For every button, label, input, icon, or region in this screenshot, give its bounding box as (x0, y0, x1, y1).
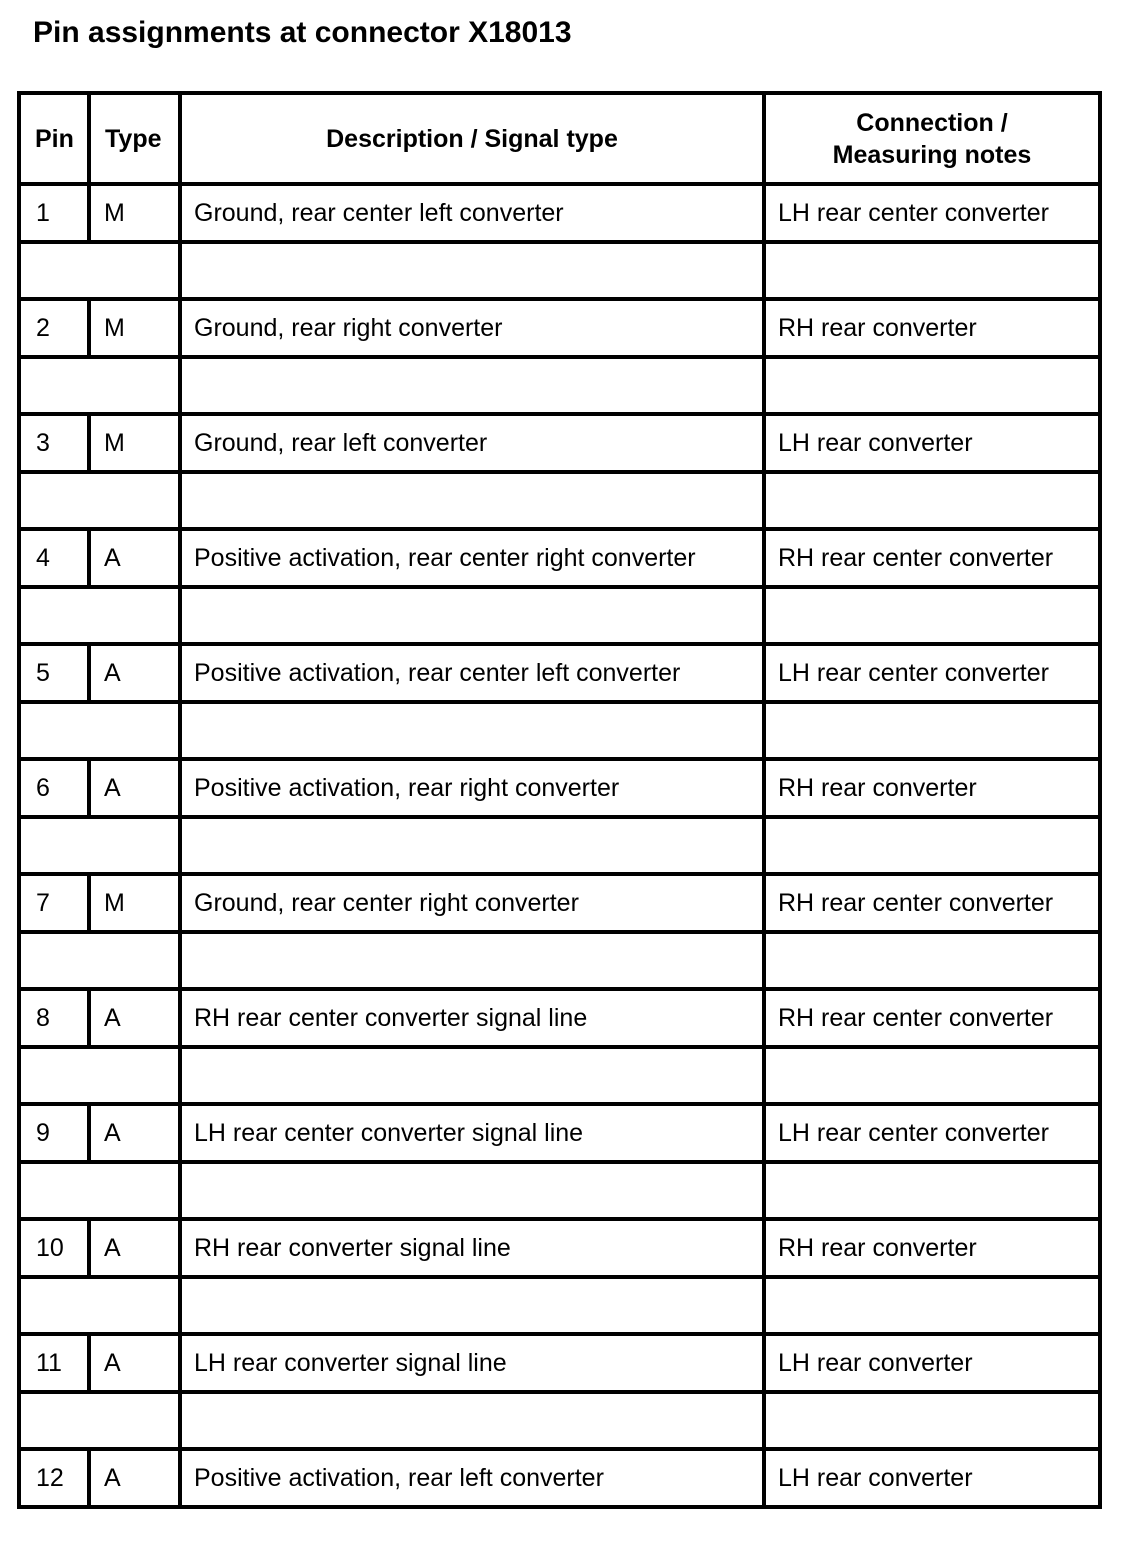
column-header-type: Type (89, 93, 180, 184)
spacer-cell (19, 1392, 180, 1449)
column-header-connection (764, 93, 1100, 184)
description-cell: RH rear converter signal line (180, 1219, 764, 1277)
description-cell: Positive activation, rear right converter (180, 759, 764, 817)
pin-cell: 5 (19, 644, 89, 702)
pin-cell: 7 (19, 874, 89, 932)
connection-cell: RH rear converter (764, 759, 1100, 817)
spacer-cell (764, 242, 1100, 299)
spacer-cell (19, 1047, 180, 1104)
table-header-row (19, 93, 1100, 184)
pin-cell: 8 (19, 989, 89, 1047)
spacer-row (19, 242, 1100, 299)
connection-cell: LH rear converter (764, 1449, 1100, 1507)
spacer-cell (764, 702, 1100, 759)
spacer-cell (180, 1277, 764, 1334)
spacer-cell (180, 242, 764, 299)
type-cell: A (89, 1219, 180, 1277)
pin-cell: 11 (19, 1334, 89, 1392)
connection-cell: RH rear center converter (764, 874, 1100, 932)
pin-cell: 9 (19, 1104, 89, 1162)
description-cell: LH rear center converter signal line (180, 1104, 764, 1162)
spacer-cell (180, 817, 764, 874)
connection-cell: RH rear converter (764, 299, 1100, 357)
page-title: Pin assignments at connector X18013 (33, 16, 572, 49)
type-cell: M (89, 184, 180, 242)
spacer-cell (19, 1162, 180, 1219)
description-cell: Positive activation, rear center left converter (180, 644, 764, 702)
connection-cell: LH rear converter (764, 1334, 1100, 1392)
spacer-row (19, 1392, 1100, 1449)
table-row (19, 1449, 1100, 1507)
table-row (19, 299, 1100, 357)
type-cell: M (89, 414, 180, 472)
spacer-row (19, 1162, 1100, 1219)
type-cell: A (89, 644, 180, 702)
connection-cell: LH rear converter (764, 414, 1100, 472)
spacer-cell (180, 357, 764, 414)
description-cell: Positive activation, rear left converter (180, 1449, 764, 1507)
spacer-cell (764, 587, 1100, 644)
type-cell: A (89, 529, 180, 587)
table-row (19, 529, 1100, 587)
column-header-connection-label: Connection / Measuring notes (832, 108, 1032, 169)
table-row (19, 644, 1100, 702)
description-cell: Ground, rear right converter (180, 299, 764, 357)
spacer-cell (180, 1162, 764, 1219)
spacer-cell (180, 472, 764, 529)
type-cell: A (89, 1104, 180, 1162)
type-cell: A (89, 1449, 180, 1507)
column-header-pin: Pin (19, 93, 89, 184)
spacer-cell (19, 932, 180, 989)
spacer-cell (764, 1047, 1100, 1104)
description-cell: RH rear center converter signal line (180, 989, 764, 1047)
spacer-cell (19, 702, 180, 759)
spacer-row (19, 587, 1100, 644)
pin-cell: 10 (19, 1219, 89, 1277)
type-cell: A (89, 759, 180, 817)
spacer-cell (19, 587, 180, 644)
table-row (19, 989, 1100, 1047)
spacer-cell (764, 1392, 1100, 1449)
description-cell: Positive activation, rear center right converter (180, 529, 764, 587)
pin-assignment-table (17, 91, 1102, 1509)
pin-cell: 4 (19, 529, 89, 587)
spacer-cell (764, 932, 1100, 989)
table-row (19, 759, 1100, 817)
description-cell: Ground, rear left converter (180, 414, 764, 472)
description-cell: LH rear converter signal line (180, 1334, 764, 1392)
connection-cell: RH rear center converter (764, 529, 1100, 587)
type-cell: M (89, 299, 180, 357)
description-cell: Ground, rear center left converter (180, 184, 764, 242)
spacer-row (19, 1277, 1100, 1334)
description-cell: Ground, rear center right converter (180, 874, 764, 932)
spacer-row (19, 1047, 1100, 1104)
spacer-cell (19, 472, 180, 529)
spacer-row (19, 702, 1100, 759)
spacer-cell (19, 242, 180, 299)
type-cell: A (89, 989, 180, 1047)
table-row (19, 874, 1100, 932)
column-header-description: Description / Signal type (180, 93, 764, 184)
connection-cell: LH rear center converter (764, 184, 1100, 242)
spacer-row (19, 932, 1100, 989)
spacer-row (19, 472, 1100, 529)
connection-cell: RH rear converter (764, 1219, 1100, 1277)
spacer-cell (180, 932, 764, 989)
connection-cell: RH rear center converter (764, 989, 1100, 1047)
connection-cell: LH rear center converter (764, 644, 1100, 702)
table-row (19, 1334, 1100, 1392)
spacer-row (19, 357, 1100, 414)
table-body (19, 184, 1100, 1507)
spacer-cell (764, 357, 1100, 414)
table-row (19, 414, 1100, 472)
type-cell: M (89, 874, 180, 932)
table-row (19, 1219, 1100, 1277)
spacer-cell (764, 1277, 1100, 1334)
spacer-cell (180, 702, 764, 759)
spacer-cell (180, 1047, 764, 1104)
spacer-cell (19, 357, 180, 414)
spacer-cell (764, 1162, 1100, 1219)
type-cell: A (89, 1334, 180, 1392)
spacer-cell (180, 587, 764, 644)
spacer-cell (19, 817, 180, 874)
pin-cell: 12 (19, 1449, 89, 1507)
table-row (19, 1104, 1100, 1162)
pin-cell: 6 (19, 759, 89, 817)
pin-cell: 2 (19, 299, 89, 357)
spacer-cell (19, 1277, 180, 1334)
connection-cell: LH rear center converter (764, 1104, 1100, 1162)
table-row (19, 184, 1100, 242)
spacer-cell (764, 817, 1100, 874)
spacer-cell (180, 1392, 764, 1449)
spacer-cell (764, 472, 1100, 529)
pin-cell: 3 (19, 414, 89, 472)
pin-cell: 1 (19, 184, 89, 242)
spacer-row (19, 817, 1100, 874)
